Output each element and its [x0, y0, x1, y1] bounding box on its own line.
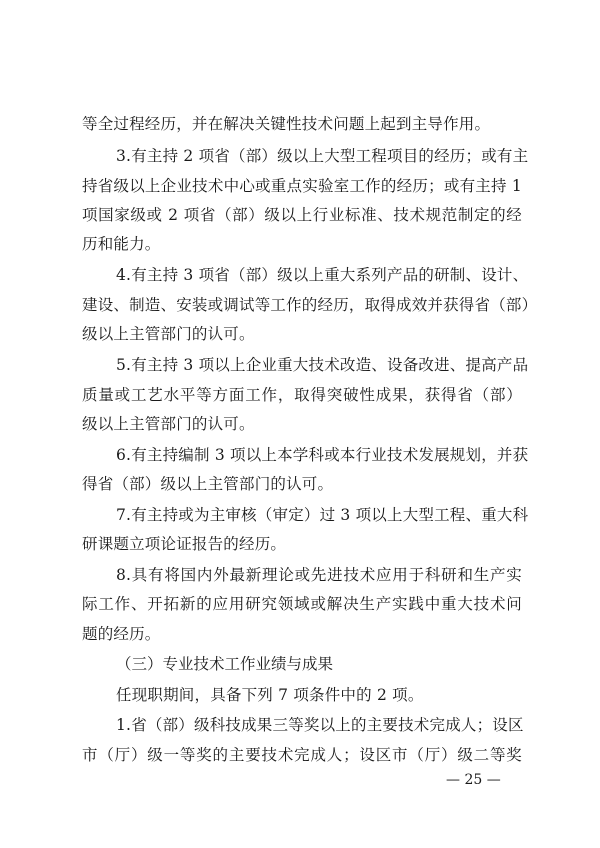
paragraph-line: 得省（部）级以上主管部门的认可。	[82, 475, 334, 493]
paragraph-line: 7.有主持或为主审核（审定）过 3 项以上大型工程、重大科	[116, 506, 529, 524]
paragraph-line: 持省级以上企业技术中心或重点实验室工作的经历；或有主持 1	[82, 177, 522, 195]
paragraph-line: 研课题立项论证报告的经历。	[82, 535, 287, 553]
paragraph-line: 市（厅）级一等奖的主要技术完成人；设区市（厅）级二等奖	[82, 746, 522, 764]
paragraph-line: 8.具有将国内外最新理论或先进技术应用于科研和生产实	[116, 566, 522, 584]
page-number: — 25 —	[446, 772, 501, 788]
paragraph-line: 题的经历。	[82, 625, 161, 643]
paragraph-line: 任现职期间，具备下列 7 项条件中的 2 项。	[116, 686, 424, 704]
paragraph-line: 际工作、开拓新的应用研究领域或解决生产实践中重大技术问	[82, 595, 522, 613]
paragraph-line: 级以上主管部门的认可。	[82, 325, 255, 343]
paragraph-line: 等全过程经历，并在解决关键性技术问题上起到主导作用。	[82, 115, 491, 133]
paragraph-line: 4.有主持 3 项省（部）级以上重大系列产品的研制、设计、	[116, 266, 529, 284]
paragraph-line: 建设、制造、安装或调试等工作的经历，取得成效并获得省（部）	[82, 296, 538, 314]
paragraph-line: 6.有主持编制 3 项以上本学科或本行业技术发展规划，并获	[116, 446, 529, 464]
paragraph-line: 项国家级或 2 项省（部）级以上行业标准、技术规范制定的经	[82, 206, 522, 224]
paragraph-line: 质量或工艺水平等方面工作，取得突破性成果，获得省（部）	[82, 386, 522, 404]
paragraph-line: 历和能力。	[82, 235, 161, 253]
paragraph-line: 1.省（部）级科技成果三等奖以上的主要技术完成人；设区	[116, 716, 524, 734]
paragraph-line: 3.有主持 2 项省（部）级以上大型工程项目的经历；或有主	[116, 147, 529, 165]
paragraph-line: 5.有主持 3 项以上企业重大技术改造、设备改进、提高产品	[116, 356, 529, 374]
paragraph-line: 级以上主管部门的认可。	[82, 415, 255, 433]
section-heading: （三）专业技术工作业绩与成果	[116, 655, 334, 673]
